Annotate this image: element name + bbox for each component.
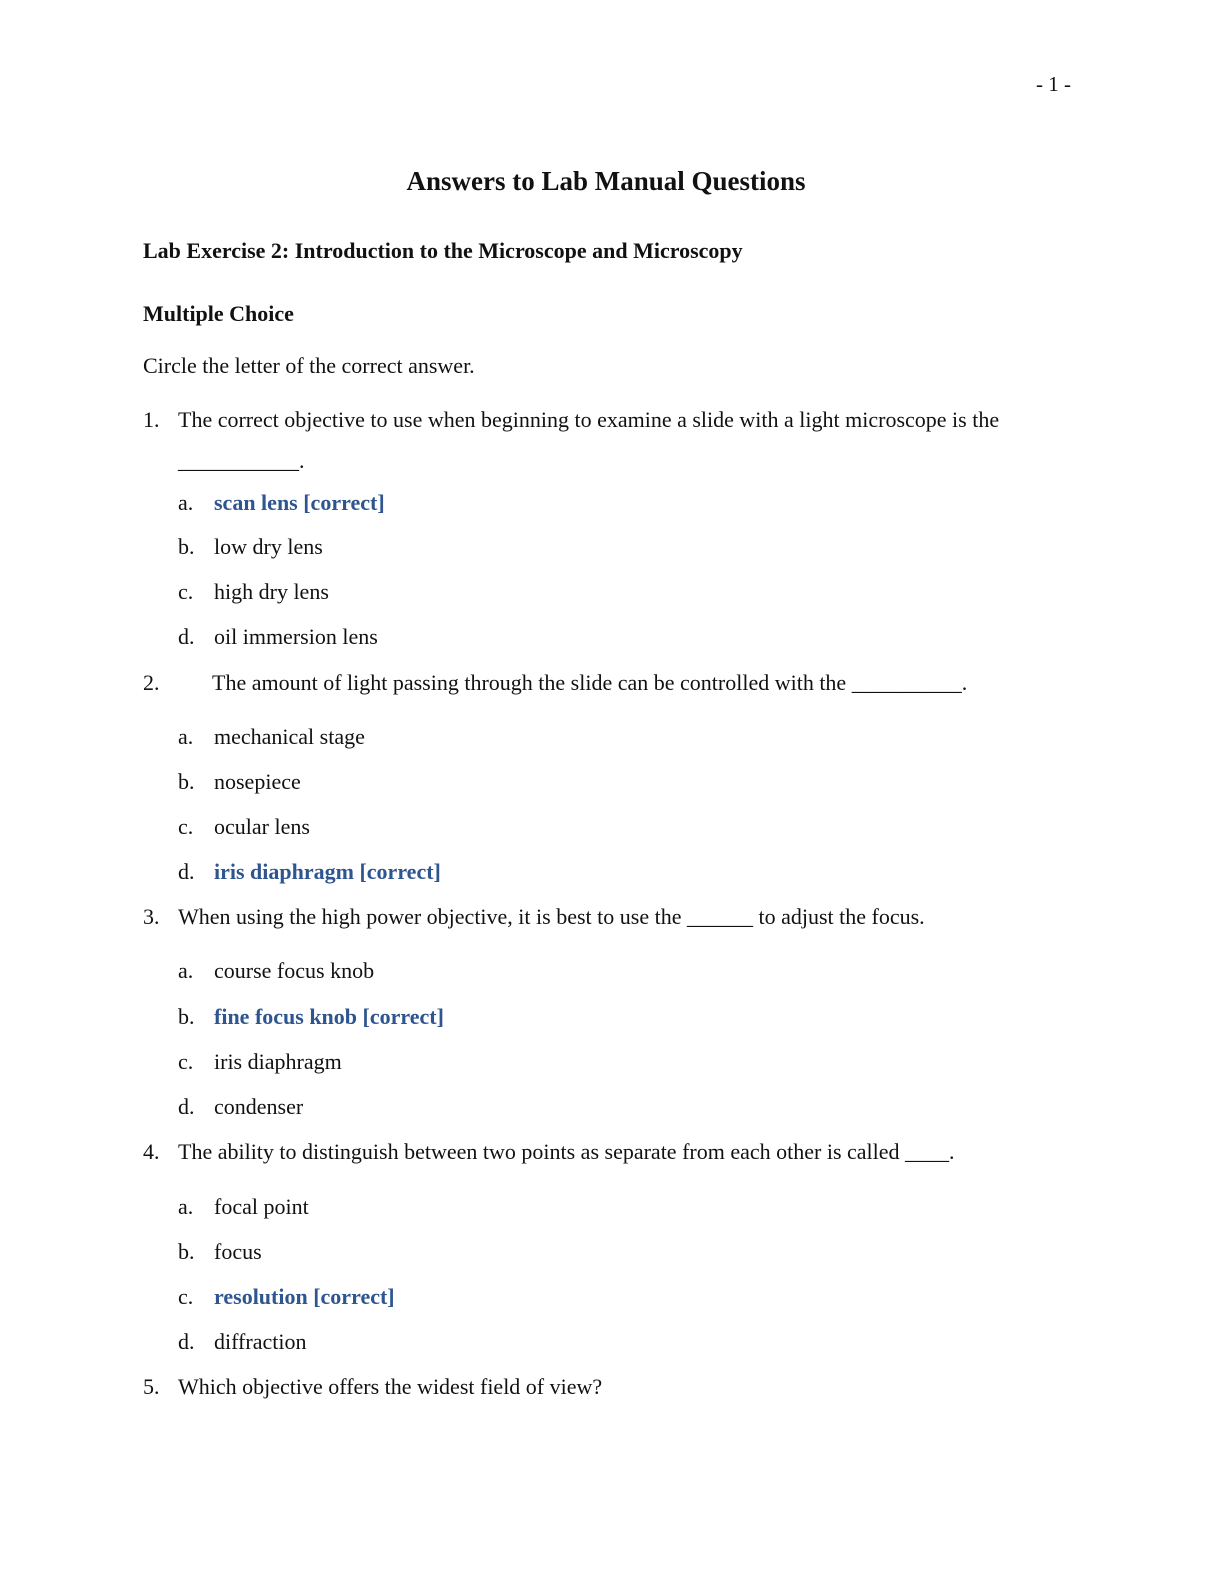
option-letter: d. — [178, 624, 195, 649]
option-letter: a. — [178, 490, 194, 515]
question-number: 1. — [143, 407, 160, 432]
option-letter: c. — [178, 1284, 194, 1309]
question-text: The ability to distinguish between two points as separate from each other is called ____. — [178, 1139, 955, 1164]
option-text: focal point — [214, 1194, 309, 1219]
option-text: course focus knob — [214, 958, 375, 983]
option-text: condenser — [214, 1094, 304, 1119]
section-title: Lab Exercise 2: Introduction to the Microscope and Microscopy — [143, 238, 743, 263]
question-text: When using the high power objective, it is best to use the ______ to adjust the focus. — [178, 904, 925, 929]
page-number: - 1 - — [1036, 72, 1071, 96]
option-correct: scan lens [correct] — [214, 490, 385, 515]
option-text: focus — [214, 1239, 262, 1264]
option-text: oil immersion lens — [214, 624, 378, 649]
option-letter: a. — [178, 1194, 194, 1219]
option-letter: b. — [178, 1004, 195, 1029]
document-title: Answers to Lab Manual Questions — [406, 166, 806, 196]
option-letter: b. — [178, 1239, 195, 1264]
option-text: nosepiece — [214, 769, 301, 794]
question-text-continued: ___________. — [178, 448, 305, 473]
question-number: 5. — [143, 1374, 160, 1399]
option-text: ocular lens — [214, 814, 310, 839]
question-number: 3. — [143, 904, 160, 929]
option-correct: iris diaphragm [correct] — [214, 859, 441, 884]
option-letter: c. — [178, 1049, 194, 1074]
option-letter: a. — [178, 958, 194, 983]
option-letter: c. — [178, 814, 194, 839]
question-text: Which objective offers the widest field of view? — [178, 1374, 603, 1399]
instructions: Circle the letter of the correct answer. — [143, 353, 475, 378]
question-text: The correct objective to use when beginning to examine a slide with a light microscope is the — [178, 407, 1000, 432]
option-letter: a. — [178, 724, 194, 749]
question-number: 4. — [143, 1139, 160, 1164]
option-letter: c. — [178, 579, 194, 604]
option-text: iris diaphragm — [214, 1049, 342, 1074]
option-text: high dry lens — [214, 579, 329, 604]
question-text: The amount of light passing through the slide can be controlled with the __________. — [212, 670, 968, 695]
question-number: 2. — [143, 670, 160, 695]
option-correct: fine focus knob [correct] — [214, 1004, 444, 1029]
option-letter: d. — [178, 1329, 195, 1354]
option-letter: d. — [178, 1094, 195, 1119]
option-text: diffraction — [214, 1329, 307, 1354]
option-letter: b. — [178, 769, 195, 794]
option-text: mechanical stage — [214, 724, 365, 749]
option-letter: b. — [178, 534, 195, 559]
option-correct: resolution [correct] — [214, 1284, 395, 1309]
option-letter: d. — [178, 859, 195, 884]
option-text: low dry lens — [214, 534, 323, 559]
subsection-title: Multiple Choice — [143, 301, 294, 326]
